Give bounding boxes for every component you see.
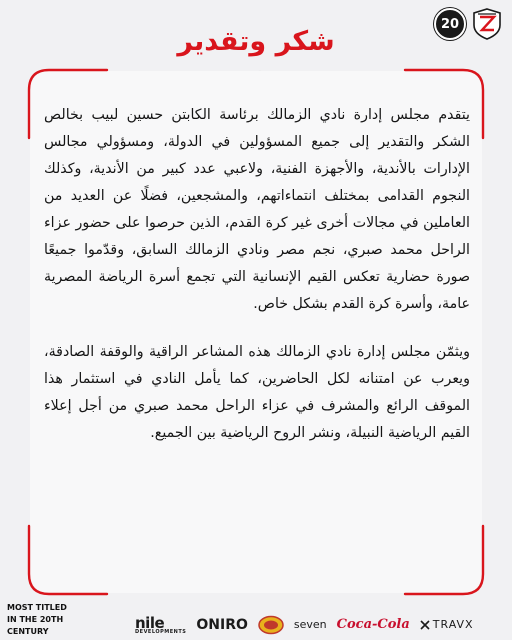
statement-paragraph: يتقدم مجلس إدارة نادي الزمالك برئاسة الكابتن حسين لبيب بخالص الشكر والتقدير إلى جميع المسؤولين في الدولة، ومسؤولي مجالس الإدارات بالأندية، والأجهزة الفنية، ولاعبي عدد كبير من الأندية، وكذلك النجوم القدامى بمختلف انتماءاتهم، والمشجعين، فضلًا عن العديد من العاملين في مجالات أخرى غير كرة القدم، الذين حرصوا على حضور عزاء الراحل محمد صبري، نجم مصر ونادي الزمالك السابق، وقدّموا جميعًا صورة حضارية تعكس القيم الإنسانية التي تجمع أسرة الرياضة المصرية عامة، وأسرة كرة القدم بشكل خاص. — [44, 107, 470, 312]
sponsor-nile-logo — [135, 614, 186, 635]
sponsor-strip — [135, 614, 474, 635]
travx-mark-icon — [420, 620, 430, 630]
sponsor-shield-logo-icon — [258, 615, 284, 635]
page-title: شكر وتقدير — [177, 26, 335, 57]
sponsor-coca-cola-logo: Coca-Cola — [336, 617, 410, 632]
statement-body — [44, 102, 470, 468]
sponsor-name: TRAVX — [432, 618, 474, 631]
tagline-line: CENTURY — [7, 627, 49, 636]
footer-tagline — [7, 602, 67, 638]
sponsor-seven-logo: seven — [293, 618, 327, 631]
tagline-line: MOST TITLED — [7, 603, 67, 612]
tagline-line: IN THE 20TH — [7, 615, 64, 624]
sponsor-subtitle: DEVELOPMENTS — [135, 629, 187, 635]
statement-paragraph: ويثمّن مجلس إدارة نادي الزمالك هذه المشاعر الراقية والوقفة الصادقة، ويعرب عن امتنانه لكل الحاضرين، كما يأمل النادي في استثمار هذا الموقف الرائع والمشرف في عزاء الراحل محمد صبري من أجل إعلاء القيم الرياضية النبيلة، ونشر الروح الرياضية بين الجميع. — [44, 344, 470, 441]
anniversary-badge: 20 — [434, 8, 466, 40]
sponsor-oniro-logo: ONIRO — [196, 616, 248, 633]
sponsor-name: nile — [135, 614, 165, 632]
sponsor-travx-logo — [420, 618, 474, 631]
